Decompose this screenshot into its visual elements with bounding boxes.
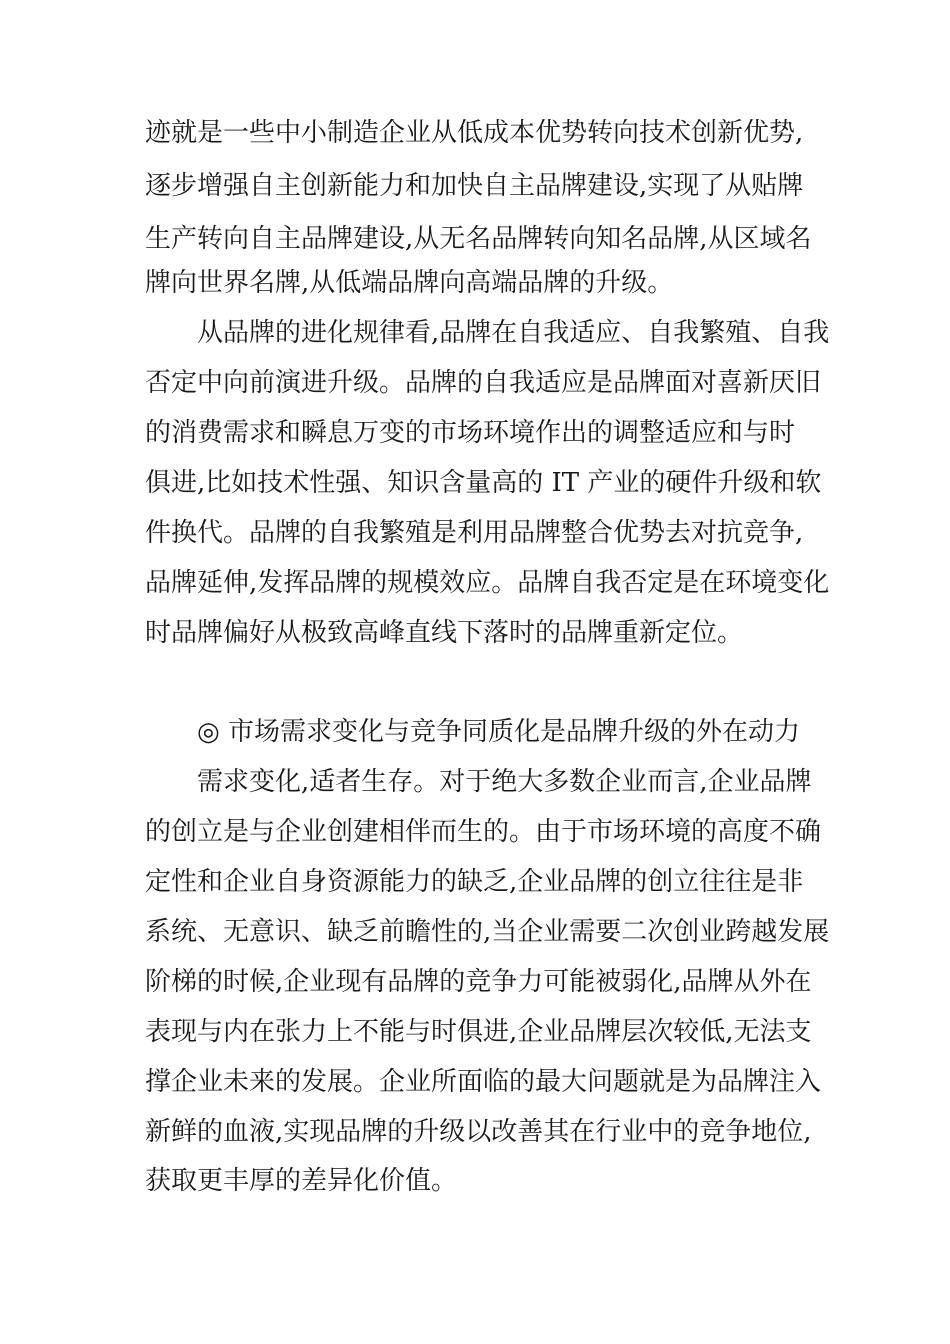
paragraph-line: 的创立是与企业创建相伴而生的。由于市场环境的高度不确 [145,817,822,847]
paragraph-line: 品牌延伸,发挥品牌的规模效应。品牌自我否定是在环境变化 [145,568,830,598]
paragraph-line: 生产转向自主品牌建设,从无名品牌转向知名品牌,从区域名 [145,224,812,254]
section-heading: ◎ 市场需求变化与竞争同质化是品牌升级的外在动力 [197,717,800,747]
paragraph-line: 时品牌偏好从极致高峰直线下落时的品牌重新定位。 [145,618,744,648]
paragraph-line: 定性和企业自身资源能力的缺乏,企业品牌的创立往往是非 [145,867,804,897]
paragraph-line: 表现与内在张力上不能与时俱进,企业品牌层次较低,无法支 [145,1017,812,1047]
paragraph-line: 需求变化,适者生存。对于绝大多数企业而言,企业品牌 [197,767,812,797]
paragraph-line: 牌向世界名牌,从低端品牌向高端品牌的升级。 [145,268,674,298]
paragraph-line: 获取更丰厚的差异化价值。 [145,1166,458,1196]
paragraph-line: 件换代。品牌的自我繁殖是利用品牌整合优势去对抗竞争, [145,518,804,548]
paragraph-line: 迹就是一些中小制造企业从低成本优势转向技术创新优势, [145,118,804,148]
paragraph-line: 系统、无意识、缺乏前瞻性的,当企业需要二次创业跨越发展 [145,917,830,947]
paragraph-line: 逐步增强自主创新能力和加快自主品牌建设,实现了从贴牌 [145,171,804,201]
paragraph-line: 阶梯的时候,企业现有品牌的竞争力可能被弱化,品牌从外在 [145,967,812,997]
paragraph-line: 从品牌的进化规律看,品牌在自我适应、自我繁殖、自我 [197,318,830,348]
paragraph-line: 撑企业未来的发展。企业所面临的最大问题就是为品牌注入 [145,1067,822,1097]
paragraph-line: 的消费需求和瞬息万变的市场环境作出的调整适应和与时 [145,418,796,448]
paragraph-line: 否定中向前演进升级。品牌的自我适应是品牌面对喜新厌旧 [145,368,822,398]
paragraph-line: 新鲜的血液,实现品牌的升级以改善其在行业中的竞争地位, [145,1117,812,1147]
paragraph-line: 俱进,比如技术性强、知识含量高的 IT 产业的硬件升级和软 [145,468,822,498]
